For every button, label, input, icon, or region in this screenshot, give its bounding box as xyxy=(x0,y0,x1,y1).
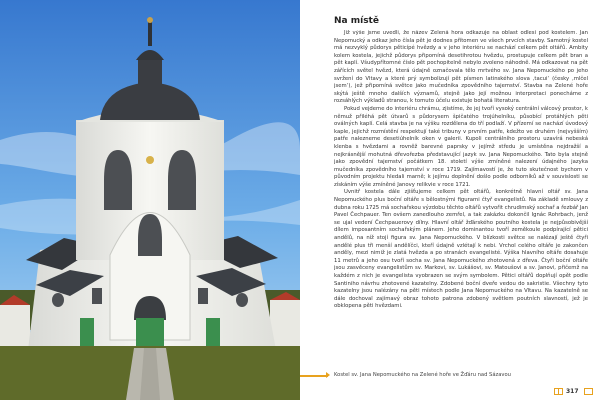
side-door xyxy=(80,318,94,348)
side-door xyxy=(206,318,220,348)
book-icon xyxy=(584,388,593,395)
body-text xyxy=(334,30,588,364)
caption-pointer-line xyxy=(300,375,328,377)
tower-window xyxy=(168,150,196,210)
side-window xyxy=(92,288,102,304)
paragraph: Pokud vejdeme do interiéru chrámu, zjistíme, že jej tvoří vysoký centrální válcový prostor, k němuž přiléhá pět útvarů s půdorysem špičatého trojúhelníku, působící protáhlých pěti oválných kaplí. Celá stavba je na výšku rozdělena do tří podlaží. V přízemí se nachází úvodový kaple, jejichž rozmístění respektují také tribuny v prvním patře, kdežto ve druhém (nejvyšším) patře nalezneme desetiúhelník oken v galerii. Kupoli centrálního prostoru uzavírá nebeská klenba s hvězdami a rovněž barevné paprsky v jejímž středu je umístěna nejdražší a nejkrásnější mohutná dřevořezba představující jazyk sv. Jana Nepomuckého. Tato byla stejně jako zpovědní tajemství počátkem 18. století výše zmíněné nalezení údajného jazyka mučedníka zpovědního tajemství v roce 1719. Zajímavostí je, že tuto skutečnost bychom v původním projektu hledali marně; k jejímu doplnění došlo podle odborníků až v souvislosti se získáním výše zmíněné Janovy relikvie v roce 1721. xyxy=(334,105,588,188)
book-icon xyxy=(554,388,563,395)
lantern xyxy=(138,58,162,84)
paragraph: Již výše jsme uvedli, že název Zelená hora odkazuje na oblast odlesí pod kostelem. Jan Nepomucký a odkaz jeho čísla pět je dodnes přítomen ve všech prvcích stavby. Samotný kostel má nezvyklý půdorys pěticípé hvězdy a v jeho interiéru se nachází celkem pět oltářů. Ambity kolem kostela, jejichž půdorys připomíná desetihrotou hvězdu, prostupuje celkem pět bran a pět kaplí. Všudypřítomné číslo pět pochopitelně nebylo zvoleno náhodně. Má odkazovat na pět zářících světel hvězd, která údajně označovala tělo mrtvého sv. Jana Nepomuckého po jeho svržení do Vltavy a které prý symbolizují pět písmen latinského slova ‚tacui‘ (česky ‚mlčel jsem‘), jež připomíná světce jako mučedníka zpovědního tajemství. Stavba na Zelené hoře skýtá ještě mnoho dalších významů, stejně jako její možnou interpretaci ponecháme z rozsáhlých výkladů stranou, k tomuto účelu existuje bohatá literatura. xyxy=(334,30,588,105)
tower-window xyxy=(104,150,132,210)
entrance-door xyxy=(136,318,164,350)
central-window xyxy=(138,214,162,256)
section-title: Na místě xyxy=(334,16,379,26)
golden-star xyxy=(146,156,154,164)
caption-arrow-icon xyxy=(326,372,330,378)
text-page xyxy=(300,0,600,400)
spire xyxy=(148,22,152,46)
side-window xyxy=(52,293,64,307)
side-window xyxy=(236,293,248,307)
photo-caption: Kostel sv. Jana Nepomuckého na Zelené hoře ve Žďáru nad Sázavou xyxy=(334,372,511,378)
photo-caption-row xyxy=(300,371,600,381)
wing-wall xyxy=(270,300,300,348)
spire-star xyxy=(147,17,153,23)
side-window xyxy=(198,288,208,304)
page-number: 317 xyxy=(566,388,579,395)
wing-wall xyxy=(0,305,30,347)
paragraph: Uvnitř kostela dále zjišťujeme celkem pět oltářů, konkrétně hlavní oltář sv. Jana Nepomuckého plus boční oltáře s bělostnými figurami čtyř evangelistů. Na základě smlouvy z dubna roku 1725 má sochařskou výzdobu těchto oltářů vytvořit chrudimský sochař a řezbář Jan Pavel Čechpauer. Ten ovšem zanedlouho zemřel, a tak zakázku dokončil Ignác Rohrbach, jenž se ujal vedení Čechpauerovy dílny. Hlavní oltář žďárského poutního kostela je nejpůsobivější dílem imposantním sochařským plánem. Jeho dominantou tvoří zeměkoule podpírající pětici andělů, na níž stojí figura sv. Jana Nepomuckého. V blízkosti světce se nalézají ještě čtyři andělé plus tři menší andělíčci, kteří údajně vzlétají k nebi. Vrchol celého oltáře je zakončen anděly, mezi nimiž je zlatá hvězda a po stranách evangelisté. Výška hlavního oltáře dosahuje 11 metrů a jeho osu tvoří socha sv. Jana Nepomuckého zhotovená z dřeva. Čtyři boční oltáře jsou zasvěceny evangelistům sv. Markovi, sv. Lukášovi, sv. Matoušovi a sv. Janovi, přičemž na každém z nich je evangelista vyobrazen se svým symbolem. Pětici oltářů doplňují opět podle Santiniho návrhu zhotovené kazatelny. Zdobené boční dveře vedou do sakristie. Všechny tyto kazatelny jsou nalézány na pěti místech podle Jana Nepomuckého na Vltavu. Na kazatelně se dále dochoval zajímavý obraz tohoto patrona zdobený světlem poutních slavností, jež je obklopena pěti hvězdami. xyxy=(334,189,588,310)
page-footer xyxy=(554,387,598,397)
